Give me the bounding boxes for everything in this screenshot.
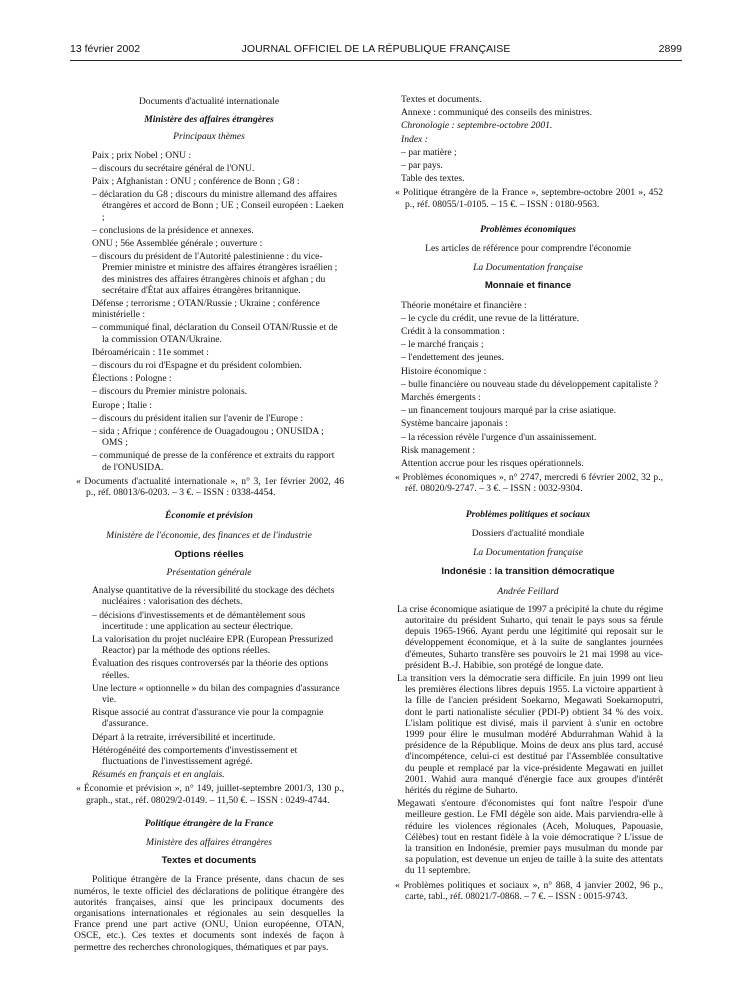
section-title: Économie et prévision	[165, 510, 253, 522]
list-item: – le cycle du crédit, une revue de la littérature.	[401, 312, 580, 324]
page-header	[70, 44, 682, 60]
list-item: Paix ; prix Nobel ; ONU :	[92, 149, 192, 161]
publisher-name: La Documentation française	[473, 547, 583, 559]
list-item: – conclusions de la présidence et annexes.	[92, 224, 254, 236]
list-item: Résumés en français et en anglais.	[92, 769, 225, 781]
list-item: – communiqué final, déclaration du Conseil OTAN/Russie et de la commission OTAN/Ukraine.	[92, 322, 338, 345]
list-item: – discours du secrétaire général de l'ONU.	[92, 162, 255, 174]
section-title: Problèmes économiques	[480, 223, 576, 235]
header-rule	[70, 60, 682, 61]
subsection-heading: Textes et documents	[161, 855, 257, 867]
header-date: 13 février 2002	[70, 43, 141, 55]
list-item: Crédit à la consommation :	[401, 326, 505, 338]
list-item: Système bancaire japonais :	[401, 418, 508, 430]
list-item: Théorie monétaire et financière :	[401, 299, 527, 311]
publication-reference: « Politique étrangère de la France », septembre-octobre 2001 », 452 p., réf. 08055/1-0105. – 15 €. – ISSN : 0180-9563.	[395, 187, 663, 210]
list-item: Ibéroaméricain : 11e sommet :	[92, 346, 209, 358]
list-item: Annexe : communiqué des conseils des ministres.	[401, 107, 593, 119]
body-paragraph: Megawati s'entoure d'économistes qui font naître l'espoir d'une meilleure gestion. Le FMI dégèle son aide. Mais parviendra-elle à réduire les violences régionales (Aceh, Moluques, Papouasie, Célèbes) tout en restant fidèle à la voie démocratique ? L'issue de la transition en Indonésie, premier pays musulman du monde par sa population, est devenue un enjeu de taille à la suite des attentats du 11 septembre.	[397, 798, 663, 877]
list-item: Analyse quantitative de la réversibilité du stockage des déchets nucléaires : valorisation des déchets.	[92, 585, 335, 608]
list-item: – discours du Premier ministre polonais.	[92, 386, 248, 398]
list-item: – discours du roi d'Espagne et du président colombien.	[92, 360, 302, 372]
subsection-heading: Indonésie : la transition démocratique	[441, 566, 615, 578]
list-item: Départ à la retraite, irréversibilité et incertitude.	[92, 731, 276, 743]
subsection-heading: Options réelles	[174, 548, 244, 560]
ministry-name: Ministère des affaires étrangères	[144, 114, 274, 126]
list-item: Table des textes.	[401, 173, 465, 185]
list-item: Risk management :	[401, 444, 476, 456]
list-item: – par matière ;	[401, 146, 457, 158]
list-item: Paix ; Afghanistan : ONU ; conférence de Bonn ; G8 :	[92, 176, 300, 188]
list-item: Une lecture « optionnelle » du bilan des compagnies d'assurance vie.	[92, 682, 340, 705]
publication-reference: « Problèmes économiques », n° 2747, mercredi 6 février 2002, 32 p., réf. 08020/9-2747. – 3 €. – ISSN : 0032-9304.	[395, 472, 663, 495]
list-item: La valorisation du projet nucléaire EPR (European Pressurized Reactor) par la méthode des options réelles.	[92, 633, 334, 657]
list-item: Index :	[401, 133, 428, 145]
list-item: ONU ; 56e Assemblée générale ; ouverture :	[92, 238, 263, 250]
section-title: Politique étrangère de la France	[144, 817, 274, 829]
list-item: – par pays.	[401, 160, 443, 172]
subsection-title: Principaux thèmes	[173, 131, 245, 143]
journal-title: JOURNAL OFFICIEL DE LA RÉPUBLIQUE FRANÇAISE	[241, 43, 511, 55]
subsection-heading: Monnaie et finance	[484, 280, 572, 292]
ministry-name: Ministère de l'économie, des finances et de l'industrie	[106, 529, 312, 541]
section-title: Documents d'actualité internationale	[138, 96, 280, 107]
author-name: Andrée Feillard	[497, 585, 559, 597]
list-item: – un financement toujours marqué par la crise asiatique.	[401, 405, 616, 417]
list-item: Marchés émergents :	[401, 392, 481, 404]
right-column	[393, 94, 663, 905]
list-item: – la récession révèle l'urgence d'un assainissement.	[401, 431, 597, 443]
list-item: Évaluation des risques controversés par la théorie des options réelles.	[92, 658, 329, 681]
publication-reference: « Documents d'actualité internationale », n° 3, 1er février 2002, 46 p., réf. 08013/6-0203. – 3 €. – ISSN : 0338-4454.	[76, 475, 344, 499]
subsection-title: Présentation générale	[166, 566, 252, 578]
page-number: 2899	[658, 43, 682, 55]
section-lead: Les articles de référence pour comprendre l'économie	[425, 243, 631, 255]
body-paragraph: La crise économique asiatique de 1997 a précipité la chute du régime autoritaire du président Suharto, qui tenait le pays sous sa férule depuis 1965-1966. Ayant perdu une légitimité qui reposait sur le développement économique, et à la suite de sanglantes journées d'émeutes, Suharto transfère ses pouvoirs le 21 mai 1998 au vice-président B.-J. Habibie, son protégé de longue date.	[397, 603, 663, 671]
list-item: – décisions d'investissements et de démantèlement sous incertitude : une application au secteur électrique.	[92, 609, 306, 632]
publication-reference: « Problèmes politiques et sociaux », n° 868, 4 janvier 2002, 96 p., carte, tabl., réf. 08021/7-0868. – 7 €. – ISSN : 0015-9743.	[395, 879, 663, 902]
list-item: Élections : Pologne :	[92, 373, 172, 385]
body-paragraph: Politique étrangère de la France présente, dans chacun de ses numéros, le texte officiel des déclarations de politique étrangère des autorités françaises, ainsi que les principaux documents des organisations internationales et régionales au sein desquelles la France prend une part active (ONU, Union européenne, OTAN, OSCE, etc.). Ces textes et documents sont indexés de façon à permettre des recherches chronologiques, thématiques et par pays.	[74, 874, 344, 953]
list-item: Hétérogénéité des comportements d'investissement et fluctuations de l'investissement agrégé.	[92, 744, 298, 767]
left-column	[74, 94, 344, 953]
body-paragraph: La transition vers la démocratie sera difficile. En juin 1999 ont lieu les premières élections libres depuis 1955. La victoire appartient à la fille de l'ancien président Soekarno, Megawati Soekarnoputri, dont le parti nationaliste séculier (PDI-P) obtient 34 % des voix. L'islam politique est divisé, mais il parvient à s'unir en octobre 1999 pour élire le musulman modéré Abdurrahman Wahid à la présidence de la République. Moins de deux ans plus tard, accusé d'incompétence, celui-ci est destitué par l'Assemblée consultative du peuple et remplacé par la vice-présidente Megawati en juillet 2001. Wahid aura manqué d'énergie face aux groupes d'intérêt hérités du régime de Suharto.	[397, 672, 663, 796]
list-item: – discours du président italien sur l'avenir de l'Europe :	[92, 412, 304, 424]
publisher-name: La Documentation française	[473, 262, 583, 274]
list-item: – discours du président de l'Autorité palestinienne : du vice-Premier ministre et ministre des affaires étrangères israélien ; des ministres des affaires étrangères chinois et afghan ; du secrétaire d'État aux affaires étrangères britannique.	[92, 251, 338, 296]
list-item: Risque associé au contrat d'assurance vie pour la compagnie d'assurance.	[92, 707, 324, 730]
section-title: Problèmes politiques et sociaux	[465, 508, 591, 520]
list-item: Textes et documents.	[401, 94, 482, 105]
list-item: Histoire économique :	[401, 365, 487, 377]
list-item: Attention accrue pour les risques opérationnels.	[401, 458, 584, 470]
list-item: – communiqué de presse de la conférence et extraits du rapport de l'ONUSIDA.	[92, 450, 335, 473]
list-item: Défense ; terrorisme ; OTAN/Russie ; Ukraine ; conférence ministérielle :	[92, 298, 320, 321]
list-item: – sida ; Afrique ; conférence de Ouagadougou ; ONUSIDA ; OMS ;	[92, 426, 324, 449]
list-item: – l'endettement des jeunes.	[401, 352, 504, 364]
list-item: – le marché français ;	[401, 339, 484, 351]
publication-reference: « Économie et prévision », n° 149, juillet-septembre 2001/3, 130 p., graph., stat., réf. 08029/2-0149. – 11,50 €. – ISSN : 0249-4744.	[76, 783, 344, 806]
list-item: Chronologie : septembre-octobre 2001.	[401, 120, 553, 132]
list-item: – bulle financière ou nouveau stade du développement capitaliste ?	[401, 378, 659, 390]
ministry-name: Ministère des affaires étrangères	[145, 836, 273, 848]
list-item: Europe ; Italie :	[92, 399, 152, 411]
section-lead: Dossiers d'actualité mondiale	[471, 527, 585, 539]
list-item: – déclaration du G8 ; discours du ministre allemand des affaires étrangères et accord de Bonn ; UE ; Conseil européen : Laeken ;	[92, 189, 344, 223]
